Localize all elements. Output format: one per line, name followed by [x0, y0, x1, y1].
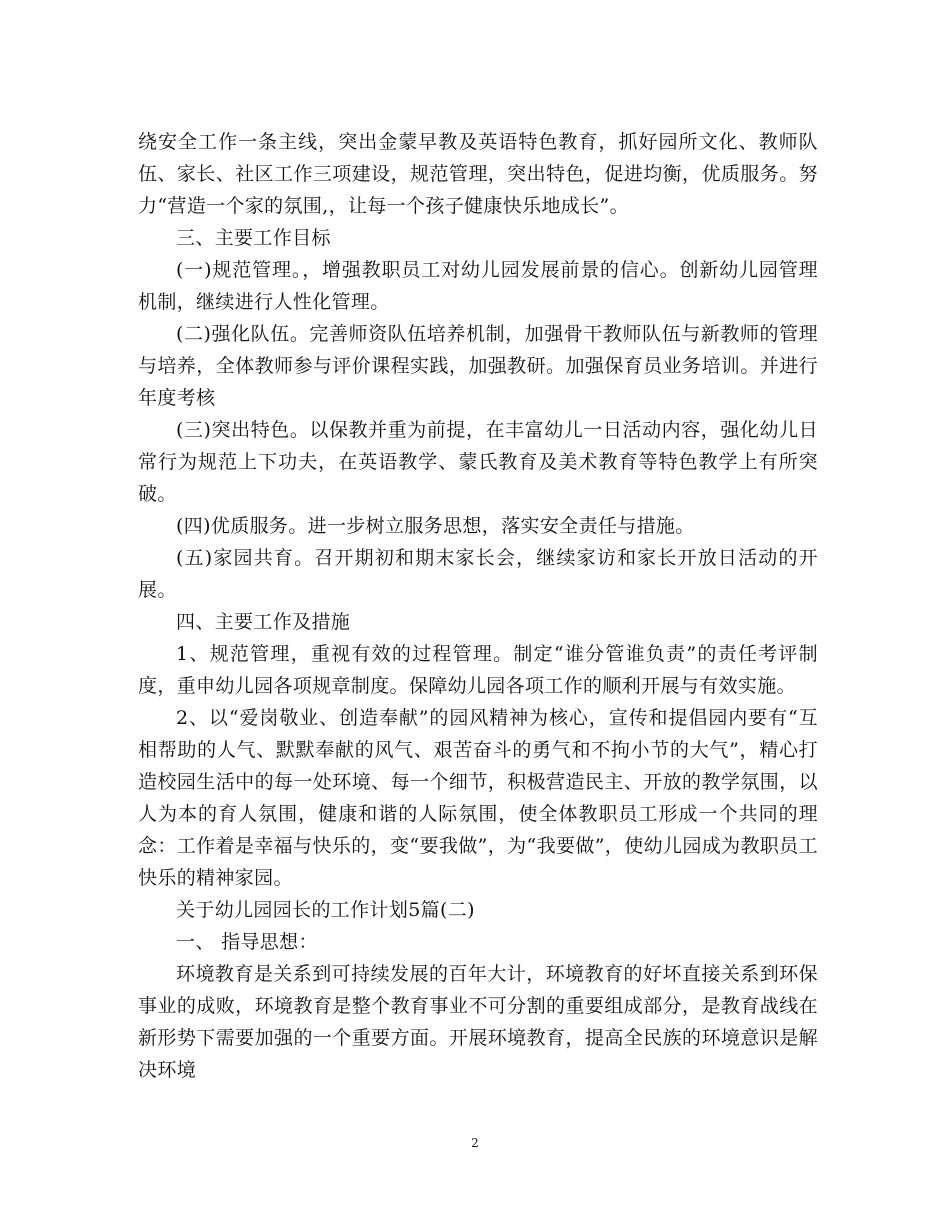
paragraph-goal-2: (二)强化队伍。完善师资队伍培养机制，加强骨干教师队伍与新教师的管理与培养，全体教师参与评价课程实践，加强教研。加强保育员业务培训。并进行年度考核	[138, 323, 818, 409]
section-heading-measures: 四、主要工作及措施	[176, 611, 351, 633]
page-number: 2	[471, 1136, 479, 1150]
paragraph-goal-4: (四)优质服务。进一步树立服务思想，落实安全责任与措施。	[176, 515, 695, 537]
paragraph-goal-5: (五)家园共育。召开期初和期末家长会，继续家访和家长开放日活动的开展。	[138, 547, 818, 601]
document-subtitle: 关于幼儿园园长的工作计划5篇(二)	[176, 899, 475, 921]
paragraph-environment-education: 环境教育是关系到可持续发展的百年大计，环境教育的好坏直接关系到环保事业的成败，环境教育是整个教育事业不可分割的重要组成部分，是教育战线在新形势下需要加强的一个重要方面。开展环境教育，提高全民族的环境意识是解决环境	[138, 963, 818, 1081]
paragraph-measure-1: 1、规范管理，重视有效的过程管理。制定“谁分管谁负责”的责任考评制度，重申幼儿园各项规章制度。保障幼儿园各项工作的顺利开展与有效实施。	[138, 643, 818, 697]
document-body	[138, 126, 818, 1086]
section-heading-goals: 三、主要工作目标	[176, 227, 331, 249]
paragraph-measure-2: 2、以“爱岗敬业、创造奉献”的园风精神为核心，宣传和提倡园内要有“互相帮助的人气、默默奉献的风气、艰苦奋斗的勇气和不拘小节的大气”，精心打造校园生活中的每一处环境、每一个细节，积极营造民主、开放的教学氛围，以人为本的育人氛围，健康和谐的人际氛围，使全体教职员工形成一个共同的理念：工作着是幸福与快乐的，变“要我做”，为“我要做”，使幼儿园成为教职员工快乐的精神家园。	[138, 707, 818, 889]
paragraph-goal-1: (一)规范管理。，增强教职员工对幼儿园发展前景的信心。创新幼儿园管理机制，继续进行人性化管理。	[138, 259, 818, 313]
paragraph-goal-3: (三)突出特色。以保教并重为前提，在丰富幼儿一日活动内容，强化幼儿日常行为规范上下功夫，在英语教学、蒙氏教育及美术教育等特色教学上有所突破。	[138, 419, 818, 505]
section-heading-guiding-thought: 一、 指导思想：	[176, 931, 318, 953]
paragraph-continuation: 绕安全工作一条主线，突出金蒙早教及英语特色教育，抓好园所文化、教师队伍、家长、社区工作三项建设，规范管理，突出特色，促进均衡，优质服务。努力“营造一个家的氛围,，让每一个孩子健康快乐地成长”。	[138, 131, 818, 217]
